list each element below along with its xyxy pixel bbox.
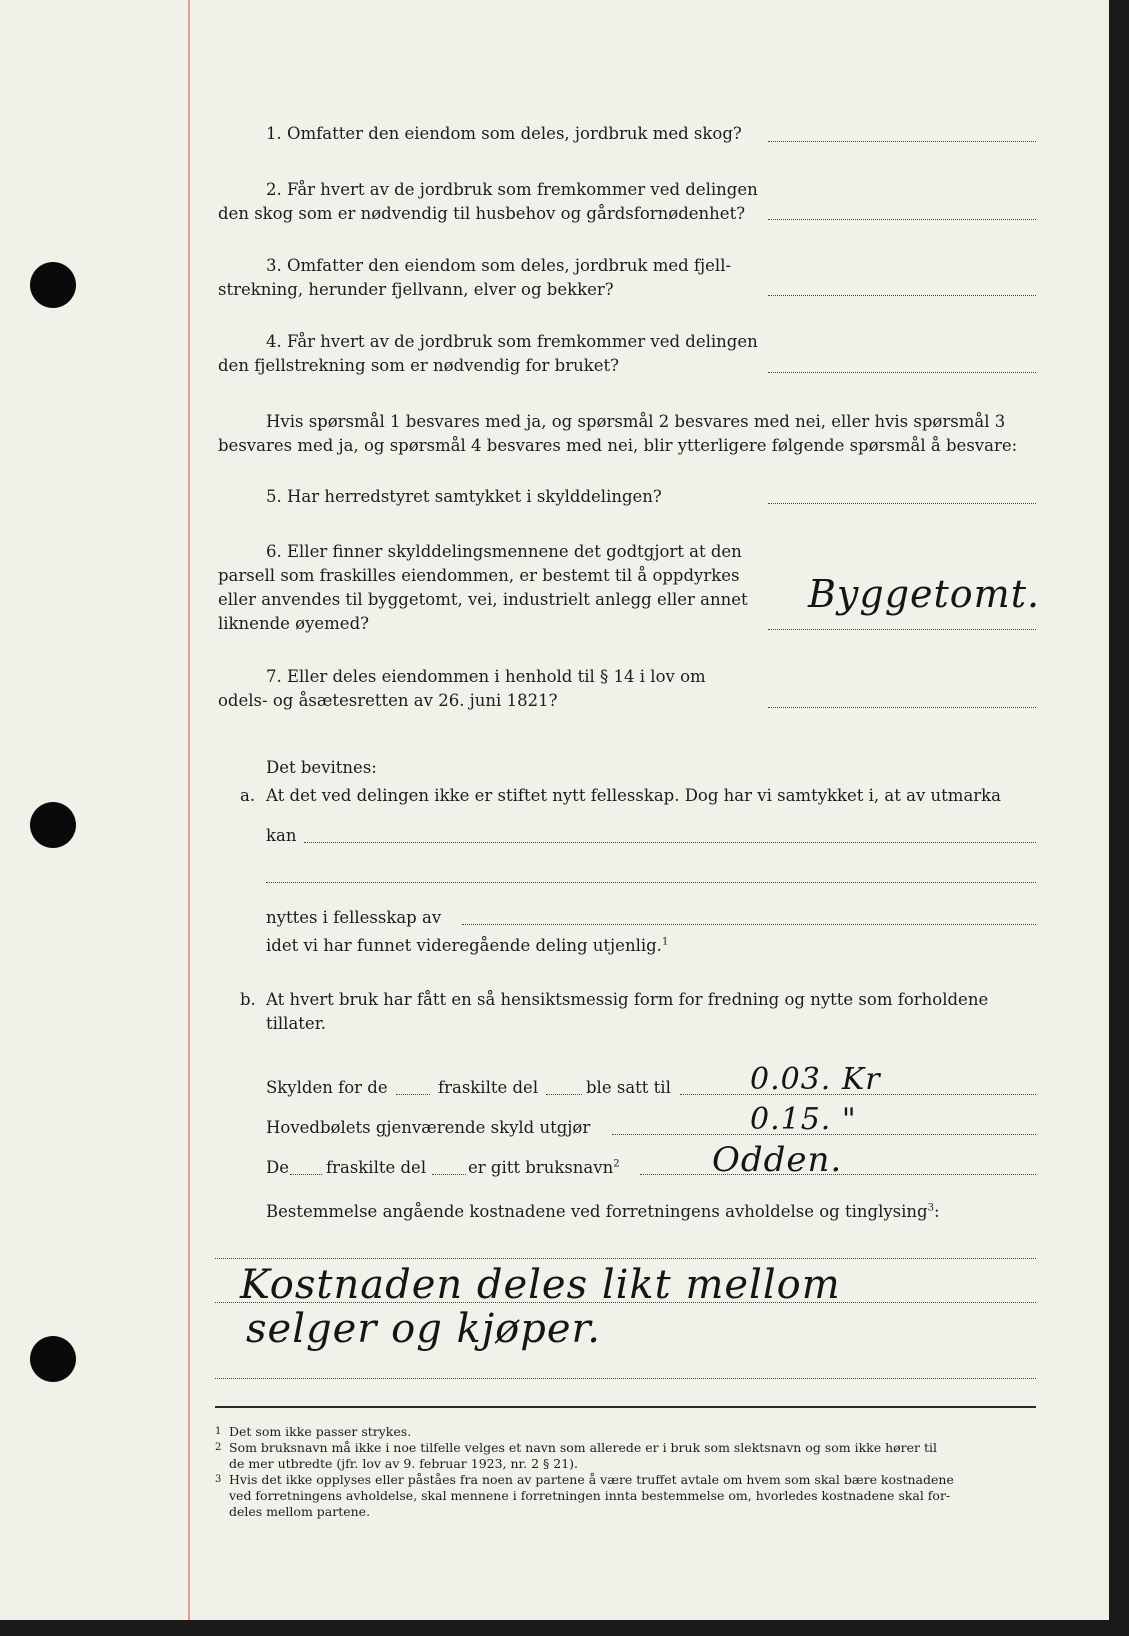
kan-line[interactable] <box>304 842 1036 843</box>
skylden-w2: fraskilte del <box>438 1078 539 1097</box>
conditional-paragraph: Hvis spørsmål 1 besvares med ja, og spørsmål 2 besvares med nei, eller hvis spørsmål 3 besvares med ja, og spørsmål 4 besvares med nei, blir ytterligere følgende spørsmål å besvare: <box>218 412 1018 455</box>
answer-line-4[interactable] <box>768 372 1036 373</box>
question-3: 3. Omfatter den eiendom som deles, jordbruk med fjell- strekning, herunder fjellvann, elver og bekker? <box>218 256 732 299</box>
hoved-handwritten-value: 0.15. " <box>750 1102 857 1137</box>
hoved-label: Hovedbølets gjenværende skyld utgjør <box>266 1118 591 1137</box>
margin-line <box>188 0 190 1620</box>
bruksnavn-w1: De <box>266 1158 289 1177</box>
question-5: 5. Har herredstyret samtykket i skylddelingen? <box>266 487 662 506</box>
nyttes-label: nyttes i fellesskap av <box>266 908 442 927</box>
bruksnavn-w2: fraskilte del <box>326 1158 427 1177</box>
answer-line-6[interactable] <box>768 629 1036 630</box>
answer-line-7[interactable] <box>768 707 1036 708</box>
kan-label: kan <box>266 826 297 845</box>
kan-line-2[interactable] <box>266 882 1036 883</box>
question-4: 4. Får hvert av de jordbruk som fremkommer ved delingen den fjellstrekning som er nødvendig for bruket? <box>218 332 758 375</box>
footnote-rule <box>215 1406 1036 1408</box>
cost-handwritten-line-1: Kostnaden deles likt mellom <box>240 1262 841 1308</box>
cost-line-1[interactable] <box>215 1258 1036 1259</box>
question-7: 7. Eller deles eiendommen i henhold til § 14 i lov om odels- og åsætesretten av 26. juni 1821? <box>218 667 706 710</box>
bestemmelse-label: Bestemmelse angående kostnadene ved forretningens avholdelse og tinglysing$^3$: <box>266 1202 940 1221</box>
handwritten-answer-6: Byggetomt. <box>808 572 1041 616</box>
skylden-w3: ble satt til <box>586 1078 671 1097</box>
punch-hole <box>30 262 76 308</box>
cost-line-3[interactable] <box>215 1378 1036 1379</box>
footnote-3: 3 Hvis det ikke opplyses eller påståes fra noen av partene å være truffet avtale om hvem som skal bære kostnadene ved forretningens avholdelse, skal mennene i forretningen innta bestemmelse om, hvorledes kostnadene skal for- deles mellom partene. <box>215 1472 954 1519</box>
scan-border <box>0 1620 1129 1636</box>
idet-text: idet vi har funnet videregående deling utjenlig.$^1$ <box>266 936 669 955</box>
bruksnavn-blank-2[interactable] <box>432 1174 466 1175</box>
item-b-text: At hvert bruk har fått en så hensiktsmessig form for fredning og nytte som forholdene tillater. <box>266 990 989 1033</box>
punch-hole <box>30 1336 76 1382</box>
answer-line-3[interactable] <box>768 295 1036 296</box>
cost-line-2[interactable] <box>215 1302 1036 1303</box>
item-a-label: a. <box>240 786 256 805</box>
question-1: 1. Omfatter den eiendom som deles, jordbruk med skog? <box>266 124 742 143</box>
bruksnavn-handwritten-value: Odden. <box>712 1140 843 1180</box>
answer-line-2[interactable] <box>768 219 1036 220</box>
question-2: 2. Får hvert av de jordbruk som fremkommer ved delingen den skog som er nødvendig til husbehov og gårdsfornødenhet? <box>218 180 758 223</box>
bruksnavn-w3: er gitt bruksnavn$^2$ <box>468 1158 620 1177</box>
footnote-2: 2 Som bruksnavn må ikke i noe tilfelle velges et navn som allerede er i bruk som slektsnavn og som ikke hører til de mer utbredte (jfr. lov av 9. februar 1923, nr. 2 § 21). <box>215 1440 938 1471</box>
punch-hole <box>30 802 76 848</box>
skylden-w1: Skylden for de <box>266 1078 388 1097</box>
answer-line-1[interactable] <box>768 141 1036 142</box>
nyttes-line[interactable] <box>462 924 1036 925</box>
skylden-blank-2[interactable] <box>546 1094 582 1095</box>
bevitnes-heading: Det bevitnes: <box>266 758 377 777</box>
cost-handwritten-line-2: selger og kjøper. <box>246 1306 601 1352</box>
footnote-1: 1 Det som ikke passer strykes. <box>215 1424 412 1439</box>
skylden-handwritten-value: 0.03. Kr <box>750 1062 881 1097</box>
item-b-label: b. <box>240 990 256 1009</box>
answer-line-5[interactable] <box>768 503 1036 504</box>
bruksnavn-blank-1[interactable] <box>290 1174 322 1175</box>
question-6: 6. Eller finner skylddelingsmennene det godtgjort at den parsell som fraskilles eiendommen, er bestemt til å oppdyrkes eller anvendes til byggetomt, vei, industrielt anlegg eller annet liknende øyemed? <box>218 542 748 633</box>
item-a-text: At det ved delingen ikke er stiftet nytt fellesskap. Dog har vi samtykket i, at av utmarka <box>266 786 1001 805</box>
skylden-blank-1[interactable] <box>396 1094 430 1095</box>
